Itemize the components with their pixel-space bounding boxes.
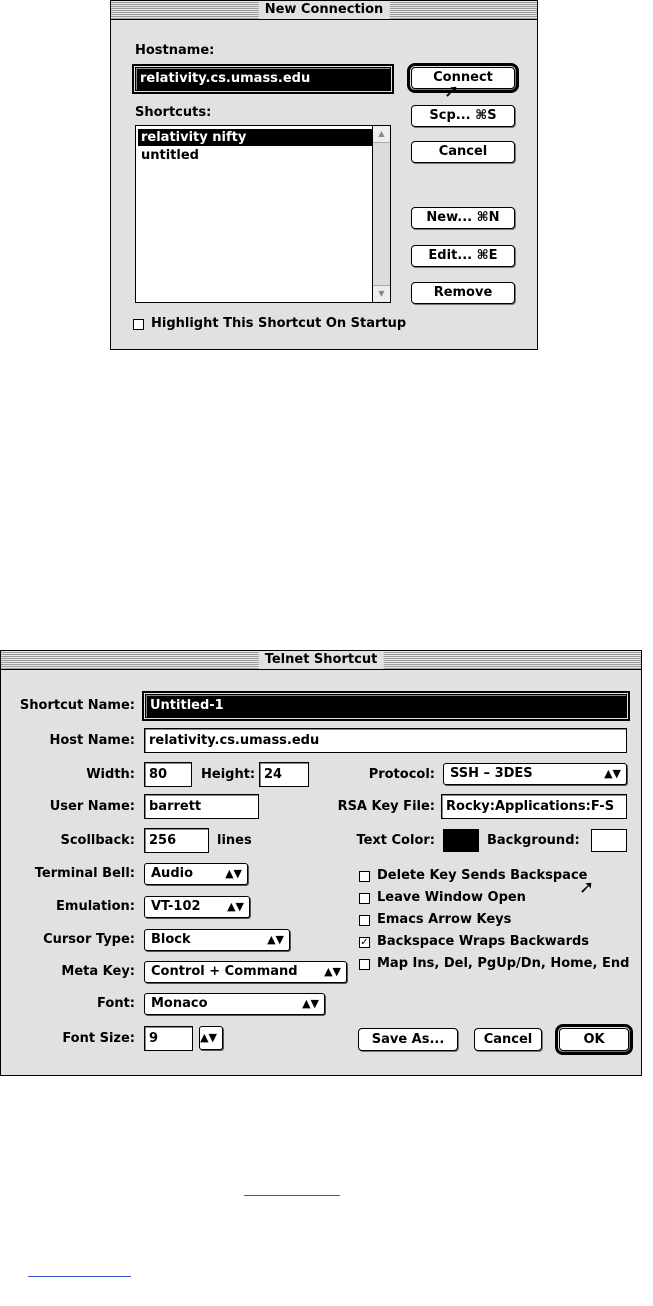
telnet-shortcut-title: Telnet Shortcut xyxy=(259,651,384,669)
remove-shortcut-button[interactable]: Remove xyxy=(411,282,515,304)
protocol-label: Protocol: xyxy=(368,767,435,782)
popup-arrows-icon: ▲▼ xyxy=(302,997,319,1010)
scroll-down-icon[interactable]: ▼ xyxy=(373,285,390,302)
checkmark-icon: ✓ xyxy=(360,937,369,948)
text-color-label: Text Color: xyxy=(356,833,435,848)
text-color-swatch[interactable] xyxy=(443,829,479,852)
shortcuts-scrollbar[interactable] xyxy=(372,126,390,302)
emulation-value: VT-102 xyxy=(151,899,201,914)
link-underline[interactable] xyxy=(28,1276,131,1277)
hostname-label: Hostname: xyxy=(135,43,215,58)
shortcuts-label: Shortcuts: xyxy=(135,105,212,120)
emulation-label: Emulation: xyxy=(56,899,135,914)
host-name-input[interactable]: relativity.cs.umass.edu xyxy=(144,728,627,753)
map-keys-label: Map Ins, Del, PgUp/Dn, Home, End xyxy=(377,956,630,971)
font-size-stepper[interactable] xyxy=(199,1026,223,1050)
cursor-type-select[interactable] xyxy=(144,929,290,951)
terminal-bell-label: Terminal Bell: xyxy=(34,866,135,881)
user-name-label: User Name: xyxy=(49,799,135,814)
cursor-type-label: Cursor Type: xyxy=(43,932,135,947)
cancel-button[interactable]: Cancel xyxy=(474,1028,542,1051)
emacs-arrow-keys-checkbox[interactable] xyxy=(359,915,370,926)
scrollback-label: Scollback: xyxy=(60,833,135,848)
popup-arrows-icon: ▲▼ xyxy=(267,933,284,946)
shortcuts-list[interactable] xyxy=(135,125,391,303)
font-select[interactable] xyxy=(144,993,325,1015)
scrollback-input[interactable]: 256 xyxy=(144,828,209,853)
new-shortcut-button[interactable]: New... ⌘N xyxy=(411,207,515,229)
connect-button[interactable]: Connect xyxy=(411,67,515,89)
emacs-arrow-keys-label: Emacs Arrow Keys xyxy=(377,912,512,927)
leave-window-open-label: Leave Window Open xyxy=(377,890,526,905)
list-item[interactable]: untitled xyxy=(141,148,199,163)
highlight-shortcut-label: Highlight This Shortcut On Startup xyxy=(151,316,407,331)
shortcut-name-input[interactable]: Untitled-1 xyxy=(145,694,627,718)
font-size-input[interactable]: 9 xyxy=(144,1026,193,1051)
stepper-arrows-icon: ▲▼ xyxy=(200,1031,217,1044)
backspace-wraps-label: Backspace Wraps Backwards xyxy=(377,934,590,949)
hostname-input[interactable]: relativity.cs.umass.edu xyxy=(135,67,391,91)
protocol-value: SSH – 3DES xyxy=(450,766,533,781)
mouse-pointer-icon: ➚ xyxy=(579,877,595,898)
background-color-label: Background: xyxy=(487,833,580,848)
popup-arrows-icon: ▲▼ xyxy=(604,767,621,780)
new-connection-dialog xyxy=(110,0,538,350)
mouse-pointer-icon: ➚ xyxy=(444,81,460,102)
background-color-swatch[interactable] xyxy=(591,829,627,852)
popup-arrows-icon: ▲▼ xyxy=(225,867,242,880)
shortcut-name-label: Shortcut Name: xyxy=(19,698,135,713)
protocol-select[interactable] xyxy=(443,763,627,785)
font-label: Font: xyxy=(97,996,135,1011)
new-connection-titlebar[interactable] xyxy=(111,1,537,20)
telnet-shortcut-titlebar[interactable] xyxy=(1,651,641,670)
width-label: Width: xyxy=(86,767,135,782)
popup-arrows-icon: ▲▼ xyxy=(324,965,341,978)
rsa-key-file-label: RSA Key File: xyxy=(337,799,435,814)
cursor-type-value: Block xyxy=(151,932,191,947)
meta-key-value: Control + Command xyxy=(151,964,298,979)
scrollback-unit: lines xyxy=(217,833,252,848)
telnet-shortcut-dialog xyxy=(0,650,642,1076)
height-input[interactable]: 24 xyxy=(259,762,309,787)
font-value: Monaco xyxy=(151,996,208,1011)
edit-shortcut-button[interactable]: Edit... ⌘E xyxy=(411,245,515,267)
backspace-wraps-checkbox[interactable] xyxy=(359,937,370,948)
terminal-bell-select[interactable] xyxy=(144,863,248,885)
rsa-key-file-input[interactable]: Rocky:Applications:F-S xyxy=(441,794,627,819)
font-size-label: Font Size: xyxy=(62,1031,135,1046)
meta-key-select[interactable] xyxy=(144,961,347,983)
ok-button[interactable]: OK xyxy=(559,1028,629,1051)
emulation-select[interactable] xyxy=(144,896,250,918)
cancel-button[interactable]: Cancel xyxy=(411,141,515,163)
user-name-input[interactable]: barrett xyxy=(144,794,259,819)
scp-button[interactable]: Scp... ⌘S xyxy=(411,105,515,127)
delete-key-backspace-checkbox[interactable] xyxy=(359,871,370,882)
list-item[interactable]: relativity nifty xyxy=(138,129,372,146)
highlight-shortcut-checkbox[interactable] xyxy=(133,319,144,330)
scroll-up-icon[interactable]: ▲ xyxy=(373,126,390,143)
map-keys-checkbox[interactable] xyxy=(359,959,370,970)
terminal-bell-value: Audio xyxy=(151,866,194,881)
new-connection-title: New Connection xyxy=(259,1,390,19)
link-underline[interactable] xyxy=(244,1195,340,1196)
leave-window-open-checkbox[interactable] xyxy=(359,893,370,904)
popup-arrows-icon: ▲▼ xyxy=(227,900,244,913)
width-input[interactable]: 80 xyxy=(144,762,192,787)
delete-key-backspace-label: Delete Key Sends Backspace xyxy=(377,868,588,883)
height-label: Height: xyxy=(201,767,256,782)
meta-key-label: Meta Key: xyxy=(61,964,135,979)
host-name-label: Host Name: xyxy=(49,733,135,748)
save-as-button[interactable]: Save As... xyxy=(358,1028,458,1051)
